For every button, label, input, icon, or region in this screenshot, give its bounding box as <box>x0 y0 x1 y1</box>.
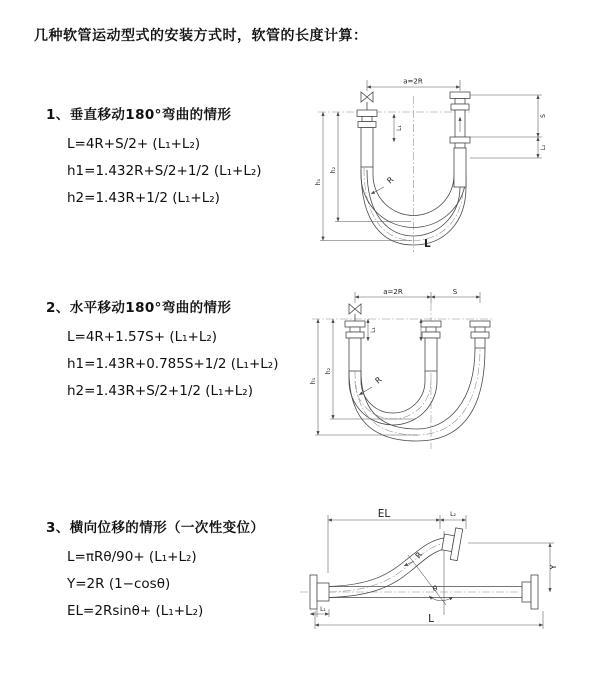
formula-h2: h2=1.43R+1/2 (L₁+L₂) <box>67 190 220 206</box>
dim-label-l1: L₁ <box>396 125 403 131</box>
formula-el: EL=2Rsinθ+ (L₁+L₂) <box>67 603 204 619</box>
dim-label-span: a=2R <box>403 77 423 86</box>
radius-label: R <box>373 375 384 386</box>
right-pipe-fitting <box>470 321 490 348</box>
section-3-heading: 3、横向位移的情形（一次性变位） <box>46 520 265 536</box>
dim-label-h2: h₂ <box>330 166 337 174</box>
dim-label-h1: h₁ <box>310 377 317 385</box>
hose-u-retracted <box>349 371 437 425</box>
dim-label-span: a=2R <box>383 288 403 296</box>
dim-label-h1: h₁ <box>315 178 322 186</box>
dim-label-y: Y <box>549 564 558 570</box>
diagram-horizontal-move-180 <box>306 283 566 463</box>
section-lateral-displacement <box>46 516 264 625</box>
radius-label: R <box>385 175 396 186</box>
hose-curved <box>329 538 445 598</box>
diagram-vertical-move-180 <box>310 70 560 260</box>
radius-label: R <box>413 550 425 561</box>
dim-label-l1: L₁ <box>370 327 377 333</box>
braid-hatch <box>349 338 361 371</box>
section-horizontal-move <box>46 296 278 405</box>
dim-label-s: S <box>540 114 547 118</box>
formula-y: Y=2R (1−cosθ) <box>67 576 171 592</box>
dimension-lines <box>315 78 547 251</box>
dimension-lines <box>310 508 558 629</box>
theta-label: θ <box>432 585 438 593</box>
dim-label-el: EL <box>377 508 391 520</box>
section-2-heading: 2、水平移动180°弯曲的情形 <box>46 300 232 316</box>
centerlines <box>312 303 494 449</box>
section-vertical-move <box>46 103 262 212</box>
dim-label-l: L <box>428 613 434 625</box>
dim-label-s: S <box>452 288 458 296</box>
left-pipe-fitting <box>345 304 365 371</box>
length-label: L <box>424 238 431 250</box>
formula-length: L=4R+1.57S+ (L₁+L₂) <box>67 329 218 345</box>
diagram-lateral-displacement <box>298 503 583 648</box>
right-flange-fitting <box>522 575 538 609</box>
left-pipe-fitting <box>357 92 377 167</box>
braid-hatch <box>425 338 437 371</box>
page-title: 几种软管运动型式的安装方式时，软管的长度计算： <box>34 28 368 44</box>
formula-length: L=4R+S/2+ (L₁+L₂) <box>67 136 201 152</box>
dim-label-l2: L₂ <box>450 511 456 518</box>
formula-h1: h1=1.432R+S/2+1/2 (L₁+L₂) <box>67 163 262 179</box>
right-pipe-fitting <box>450 92 470 187</box>
section-1-heading: 1、垂直移动180°弯曲的情形 <box>46 107 232 123</box>
braid-hatch <box>361 128 373 168</box>
hose-u-extended <box>349 348 485 441</box>
dim-label-l1: L₁ <box>320 606 326 613</box>
dim-label-l2: L₂ <box>540 144 547 151</box>
formula-length: L=πRθ/90+ (L₁+L₂) <box>67 549 197 565</box>
braid-hatch <box>454 148 466 187</box>
dim-label-h2: h₂ <box>325 367 332 375</box>
formula-h1: h1=1.43R+0.785S+1/2 (L₁+L₂) <box>67 356 279 372</box>
left-flange-fitting <box>310 575 329 609</box>
formula-h2: h2=1.43R+S/2+1/2 (L₁+L₂) <box>67 383 253 399</box>
middle-pipe-fitting <box>421 321 441 371</box>
